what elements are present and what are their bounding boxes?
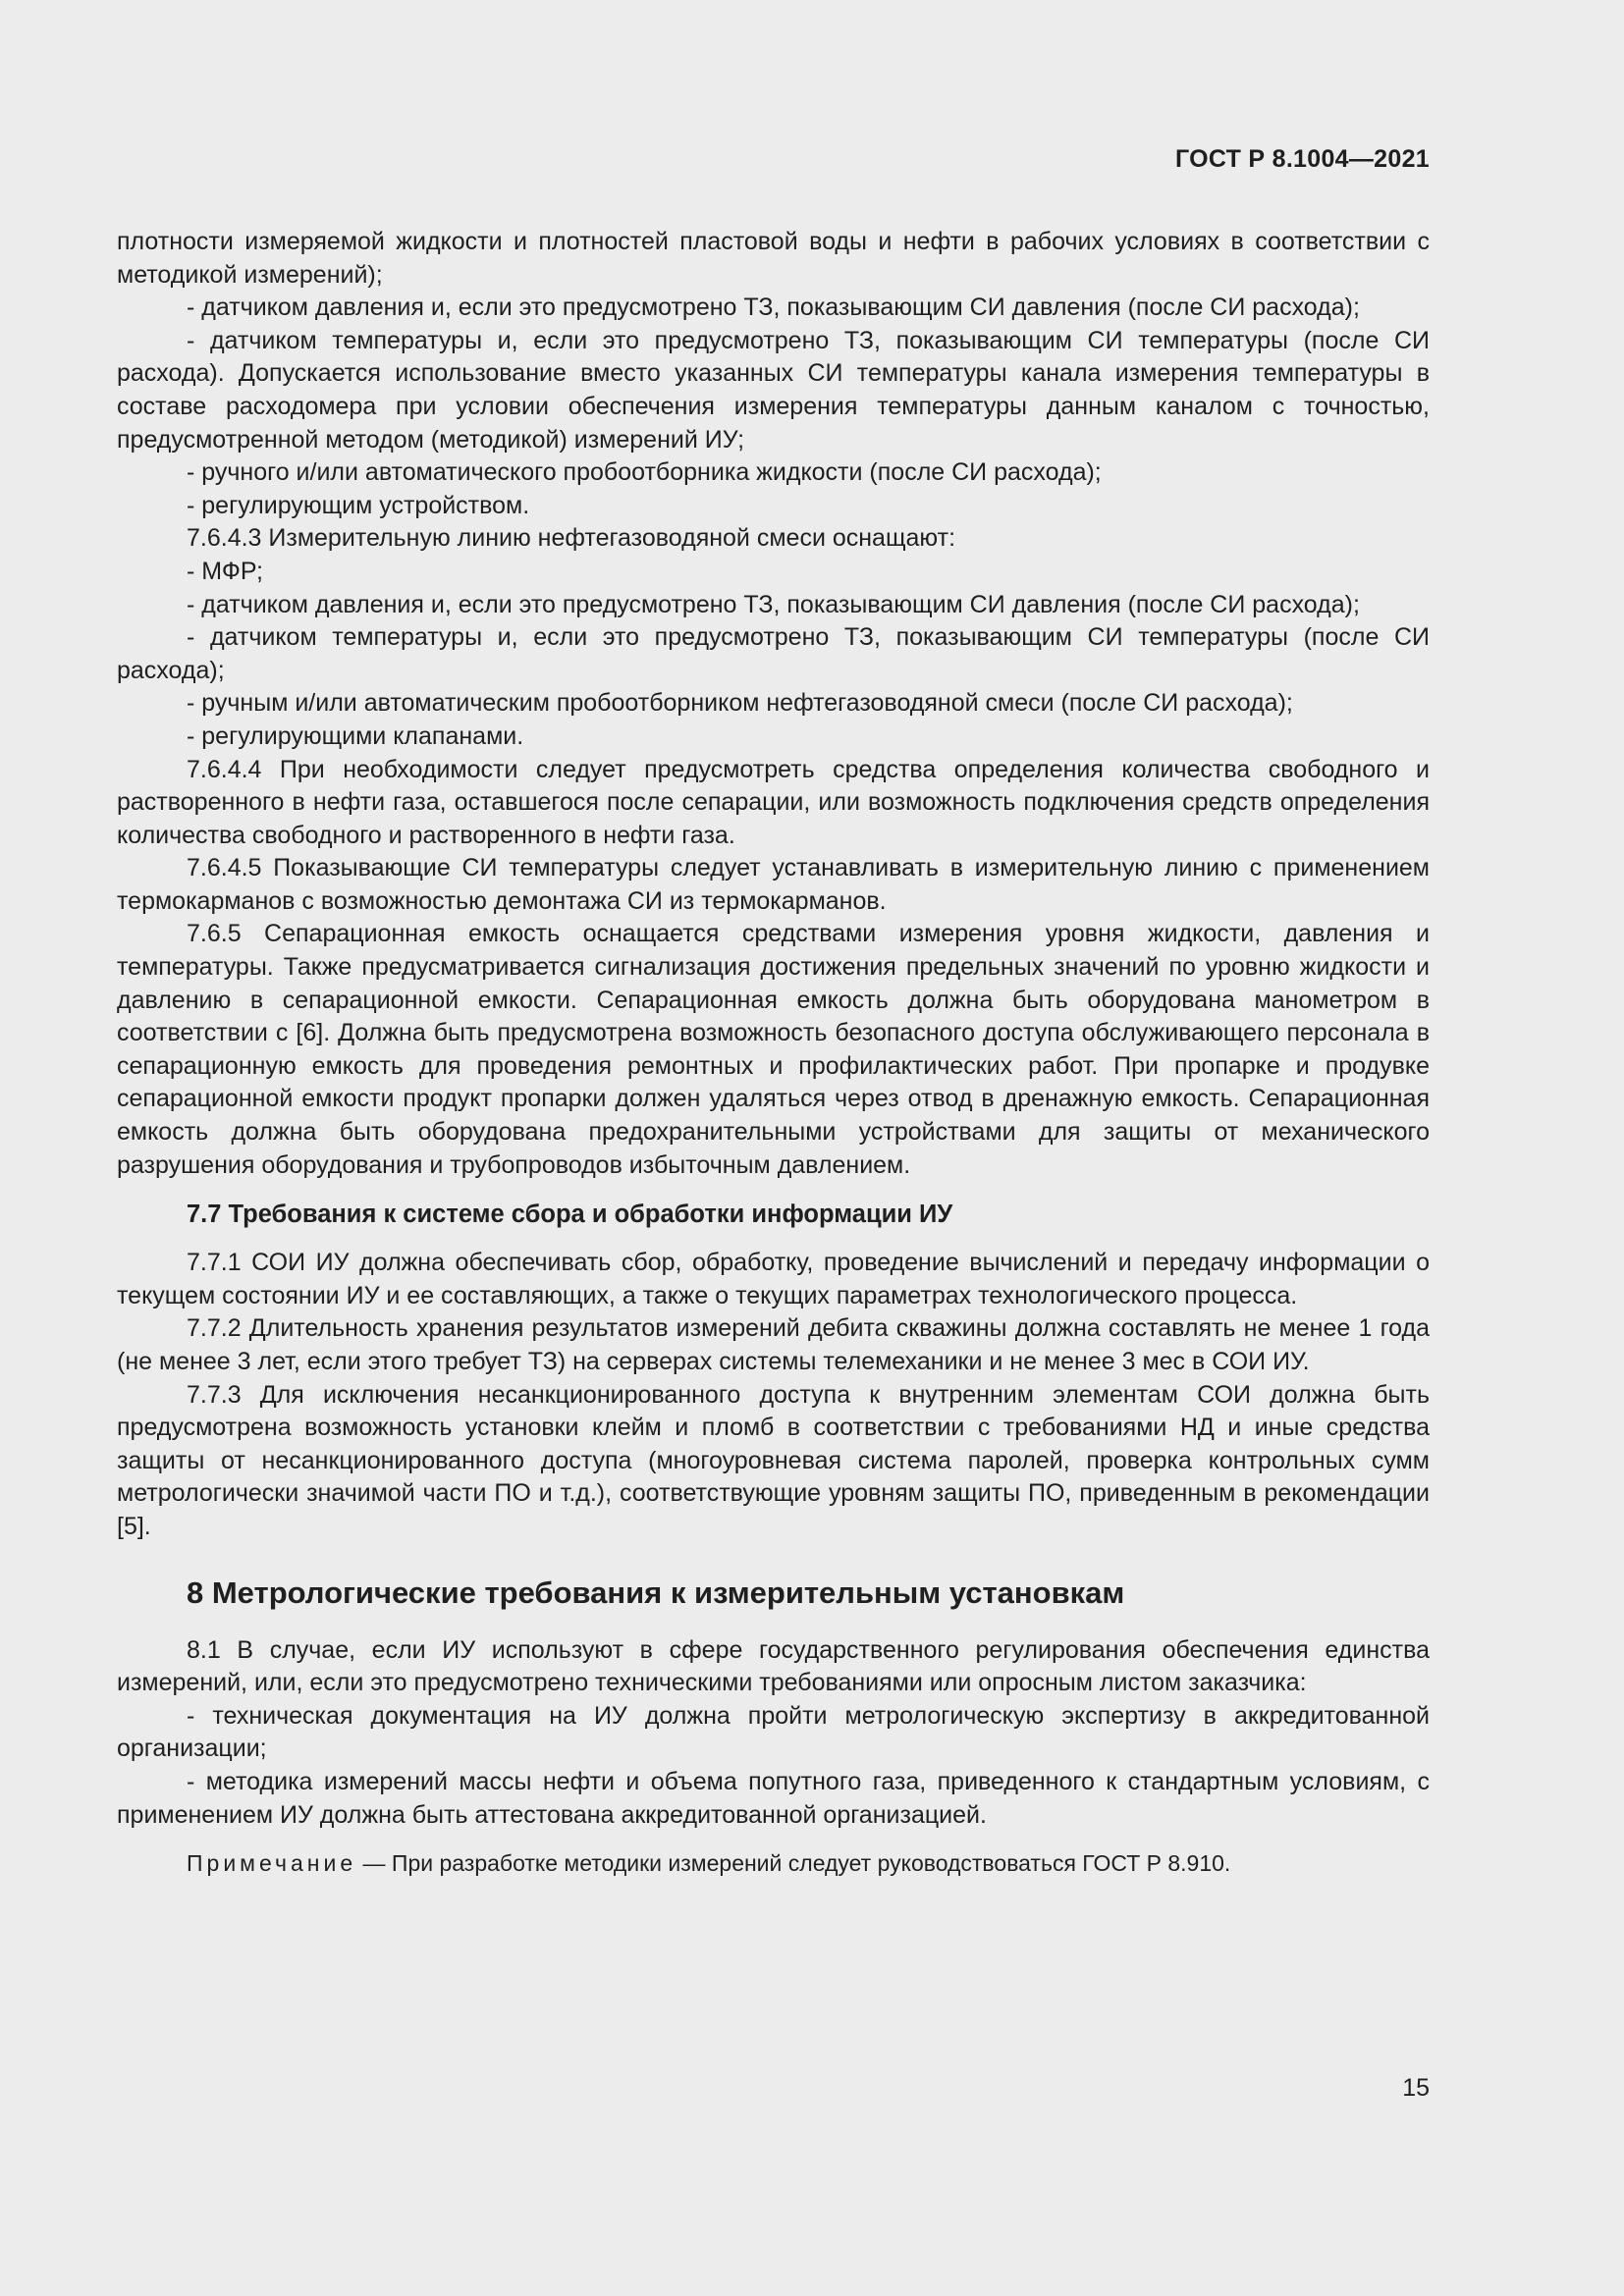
paragraph: 7.7.2 Длительность хранения результатов измерений дебита скважины должна составлять не менее 1 года (не менее 3 лет, если этого требует ТЗ) на серверах системы телемеханики и не менее 3 мес в СОИ ИУ. (117, 1314, 1430, 1375)
list-item: - датчиком температуры и, если это предусмотрено ТЗ, показывающим СИ температуры (после СИ расхода); (117, 623, 1430, 684)
list-item: - регулирующим устройством. (187, 491, 530, 519)
paragraph: 7.6.5 Сепарационная емкость оснащается средствами измерения уровня жидкости, давления и температуры. Также предусматривается сигнализация достижения предельных значений по уровню жидкости и давлению в сепарационной емкости. Сепарационная емкость должна быть оборудована манометром в соответствии с [6]. Должна быть предусмотрена возможность безопасного доступа обслуживающего персонала в сепарационную емкость для проведения ремонтных и профилактических работ. При пропарке и продувке сепарационной емкости продукт пропарки должен удаляться через отвод в дренажную емкость. Сепарационная емкость должна быть оборудована предохранительными устройствами для защиты от механического разрушения оборудования и трубопроводов избыточным давлением. (117, 920, 1430, 1179)
paragraph: 7.7.1 СОИ ИУ должна обеспечивать сбор, обработку, проведение вычислений и передачу информации о текущем состоянии ИУ и ее составляющих, а также о текущих параметрах технологического процесса. (117, 1249, 1430, 1309)
list-item: - датчиком давления и, если это предусмотрено ТЗ, показывающим СИ давления (после СИ расхода); (187, 294, 1360, 322)
paragraph: 7.7.3 Для исключения несанкционированного доступа к внутренним элементам СОИ должна быть предусмотрена возможность установки клейм и пломб в соответствии с требованиями НД и иные средства защиты от несанкционированного доступа (многоуровневая система паролей, проверка контрольных сумм метрологически значимой части ПО и т.д.), соответствующие уровням защиты ПО, приведенным в рекомендации [5]. (117, 1380, 1430, 1540)
list-item: - МФР; (187, 557, 263, 585)
note-label: Примечание (187, 1850, 357, 1877)
list-item: - ручного и/или автоматического пробоотборника жидкости (после СИ расхода); (187, 458, 1102, 487)
section-heading-8: 8 Метрологические требования к измерительным установкам (187, 1575, 1125, 1610)
document-body (117, 226, 1430, 1880)
section-heading-7-7: 7.7 Требования к системе сбора и обработки информации ИУ (187, 1201, 953, 1229)
list-item: - регулирующими клапанами. (187, 721, 524, 750)
page-number: 15 (1402, 2074, 1430, 2102)
list-item: - техническая документация на ИУ должна пройти метрологическую экспертизу в аккредитованной организации; (117, 1701, 1430, 1763)
list-item: - методика измерений массы нефти и объема попутного газа, приведенного к стандартным условиям, с применением ИУ должна быть аттестована аккредитованной организацией. (117, 1767, 1430, 1829)
note (117, 1847, 1430, 1880)
list-item: - датчиком температуры и, если это предусмотрено ТЗ, показывающим СИ температуры (после СИ расхода). Допускается использование вместо указанных СИ температуры канала измерения температуры в составе расходомера при условии обеспечения измерения температуры данным каналом с точностью, предусмотренной методом (методикой) измерений ИУ; (117, 326, 1430, 454)
paragraph: 8.1 В случае, если ИУ используют в сфере государственного регулирования обеспечения единства измерений, или, если это предусмотрено техническими требованиями или опросным листом заказчика: (117, 1635, 1430, 1697)
paragraph-continuation: плотности измеряемой жидкости и плотностей пластовой воды и нефти в рабочих условиях в соответствии с методикой измерений); (117, 228, 1430, 289)
paragraph: 7.6.4.5 Показывающие СИ температуры следует устанавливать в измерительную линию с применением термокарманов с возможностью демонтажа СИ из термокарманов. (117, 854, 1430, 915)
note-text: — При разработке методики измерений следует руководствоваться ГОСТ Р 8.910. (356, 1850, 1231, 1877)
list-item: - датчиком давления и, если это предусмотрено ТЗ, показывающим СИ давления (после СИ расхода); (187, 590, 1360, 618)
document-code: ГОСТ Р 8.1004—2021 (1174, 145, 1430, 173)
paragraph: 7.6.4.3 Измерительную линию нефтегазоводяной смеси оснащают: (187, 524, 956, 553)
paragraph: 7.6.4.4 При необходимости следует предусмотреть средства определения количества свободного и растворенного в нефти газа, оставшегося после сепарации, или возможность подключения средств определения количества свободного и растворенного в нефти газа. (117, 755, 1430, 849)
list-item: - ручным и/или автоматическим пробоотборником нефтегазоводяной смеси (после СИ расхода); (187, 689, 1293, 718)
